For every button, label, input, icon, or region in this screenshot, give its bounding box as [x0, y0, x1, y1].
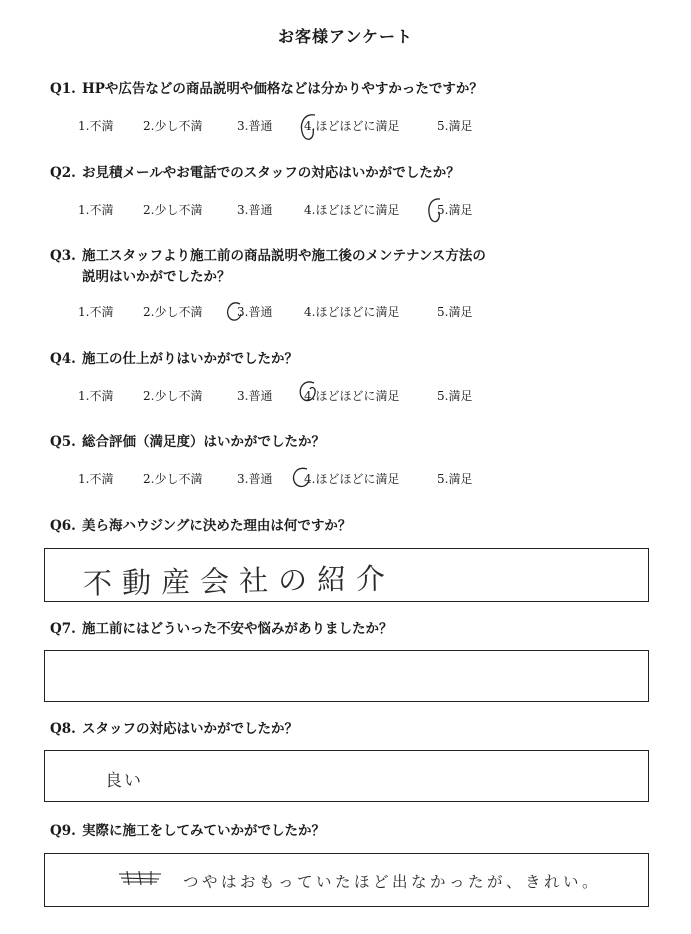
question-number: Q9.: [50, 823, 76, 839]
option-3[interactable]: 3.普通: [237, 119, 273, 133]
option-1[interactable]: 1.不満: [78, 389, 114, 403]
question-number: Q7.: [50, 621, 76, 637]
question-text: 美ら海ハウジングに決めた理由は何ですか？: [82, 518, 352, 534]
question-number: Q4.: [50, 351, 76, 367]
answer-box-q8[interactable]: [44, 750, 649, 802]
option-3[interactable]: 3.普通: [237, 389, 273, 403]
question-number: Q1.: [50, 81, 76, 97]
question-text: 施工の仕上がりはいかがでしたか？: [82, 351, 298, 367]
option-1[interactable]: 1.不満: [78, 119, 114, 133]
page-title: お客様アンケート: [277, 27, 414, 46]
question-1: [50, 79, 483, 100]
option-4[interactable]: 4.ほどほどに満足: [304, 203, 400, 217]
option-2[interactable]: 2.少し不満: [143, 203, 203, 217]
selection-circle-q5: [290, 465, 316, 491]
options-q5: [0, 470, 691, 490]
question-number: Q2.: [50, 165, 76, 181]
option-5[interactable]: 5.満足: [437, 119, 473, 133]
option-3[interactable]: 3.普通: [237, 472, 273, 486]
question-text: 施工前にはどういった不安や悩みがありましたか？: [82, 621, 393, 637]
question-text: お見積メールやお電話でのスタッフの対応はいかがでしたか？: [82, 165, 460, 181]
option-1[interactable]: 1.不満: [78, 472, 114, 486]
question-text: スタッフの対応はいかがでしたか？: [82, 721, 298, 737]
options-q2: [0, 201, 691, 221]
question-text: 総合評価（満足度）はいかがでしたか？: [82, 434, 325, 450]
question-5: [50, 432, 325, 453]
scribbled-out-text: [115, 868, 165, 888]
handwritten-answer-q9: つやはおもっていたほど出なかったが、きれい。: [183, 873, 602, 891]
handwritten-answer-q6: 不動産会社の紹介: [82, 561, 396, 601]
option-1[interactable]: 1.不満: [78, 305, 114, 319]
answer-box-q9[interactable]: [44, 853, 649, 907]
option-2[interactable]: 2.少し不満: [143, 389, 203, 403]
question-text-line2: 説明はいかがでしたか？: [82, 269, 231, 285]
selection-circle-q4: [296, 378, 322, 406]
option-3[interactable]: 3.普通: [237, 305, 273, 319]
option-4[interactable]: 4.ほどほどに満足: [304, 119, 400, 133]
option-2[interactable]: 2.少し不満: [143, 305, 203, 319]
selection-circle-q3: [224, 300, 246, 324]
question-9: [50, 821, 325, 842]
question-text: 施工スタッフより施工前の商品説明や施工後のメンテナンス方法の: [82, 248, 486, 264]
option-1[interactable]: 1.不満: [78, 203, 114, 217]
answer-box-q7[interactable]: [44, 650, 649, 702]
question-3: [50, 246, 486, 288]
question-4: [50, 349, 298, 370]
question-number: Q3.: [50, 248, 76, 264]
option-5[interactable]: 5.満足: [437, 389, 473, 403]
question-text: HPや広告などの商品説明や価格などは分かりやすかったですか？: [82, 81, 483, 97]
question-number: Q6.: [50, 518, 76, 534]
option-5[interactable]: 5.満足: [437, 305, 473, 319]
answer-box-q6[interactable]: [44, 548, 649, 602]
selection-circle-q2: [424, 196, 448, 226]
option-2[interactable]: 2.少し不満: [143, 472, 203, 486]
options-q4: [0, 387, 691, 407]
question-2: [50, 163, 460, 184]
option-3[interactable]: 3.普通: [237, 203, 273, 217]
selection-circle-q1: [295, 111, 325, 143]
question-8: [50, 719, 298, 740]
option-4[interactable]: 4.ほどほどに満足: [304, 389, 400, 403]
options-q3: [0, 303, 691, 323]
question-7: [50, 619, 393, 640]
option-5[interactable]: 5.満足: [437, 203, 473, 217]
handwritten-answer-q8: 良い: [105, 771, 143, 791]
question-6: [50, 516, 351, 537]
option-4[interactable]: 4.ほどほどに満足: [304, 472, 400, 486]
question-number: Q8.: [50, 721, 76, 737]
option-2[interactable]: 2.少し不満: [143, 119, 203, 133]
question-text: 実際に施工をしてみていかがでしたか？: [82, 823, 325, 839]
option-4[interactable]: 4.ほどほどに満足: [304, 305, 400, 319]
options-q1: [0, 117, 691, 137]
question-number: Q5.: [50, 434, 76, 450]
option-5[interactable]: 5.満足: [437, 472, 473, 486]
